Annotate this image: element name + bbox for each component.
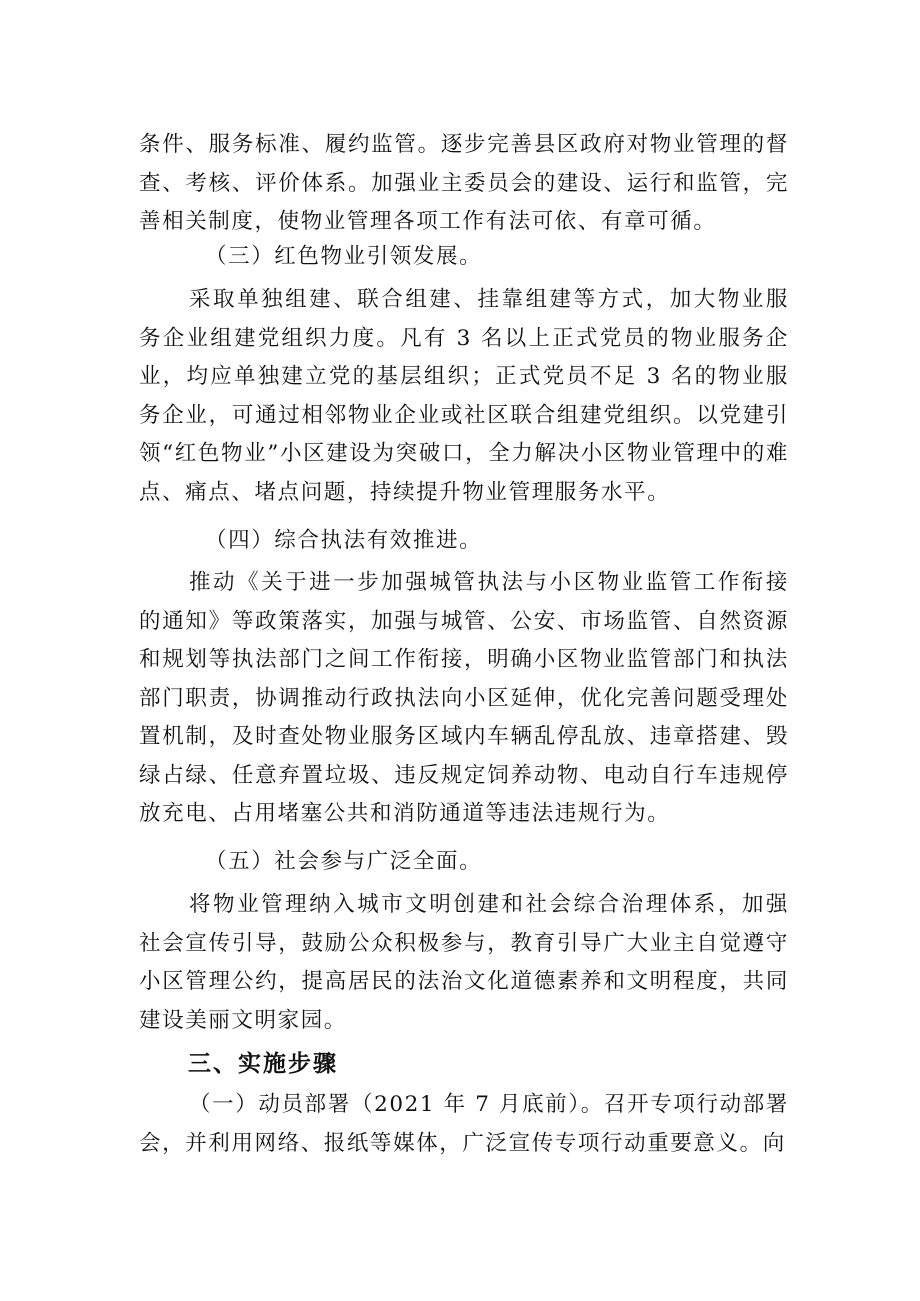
paragraph-law-enforcement: 推动《关于进一步加强城管执法与小区物业监管工作衔接的通知》等政策落实，加强与城管、公安、市场监管、自然资源和规划等执法部门之间工作衔接，明确小区物业监管部门和执法部门职责，协调推动行政执法向小区延伸，优化完善问题受理处置机制，及时查处物业服务区域内车辆乱停乱放、违章搭建、毁绿占绿、任意弃置垃圾、违反规定饲养动物、电动自行车违规停放充电、占用堵塞公共和消防通道等违法违规行为。 — [139, 570, 789, 826]
subsection-5-title: （五）社会参与广泛全面。 — [205, 849, 483, 874]
paragraph-step-1: （一）动员部署（2021 年 7 月底前）。召开专项行动部署会，并利用网络、报纸等媒体，广泛宣传专项行动重要意义。向 — [139, 1092, 789, 1156]
paragraph-social-participation: 将物业管理纳入城市文明创建和社会综合治理体系，加强社会宣传引导，鼓励公众积极参与，教育引导广大业主自觉遵守小区管理公约，提高居民的法治文化道德素养和文明程度，共同建设美丽文明家园。 — [139, 892, 789, 1033]
paragraph-red-property: 采取单独组建、联合组建、挂靠组建等方式，加大物业服务企业组建党组织力度。凡有 3 名以上正式党员的物业服务企业，均应单独建立党的基层组织；正式党员不足 3 名的物业服务企业，可通过相邻物业企业或社区联合组建党组织。以党建引领“红色物业”小区建设为突破口，全力解决小区物业管理中的难点、痛点、堵点问题，持续提升物业管理服务水平。 — [139, 287, 789, 505]
section-3-heading: 三、实施步骤 — [188, 1051, 338, 1077]
subsection-3-title: （三）红色物业引领发展。 — [205, 244, 483, 269]
subsection-4-title: （四）综合执法有效推进。 — [205, 528, 483, 553]
paragraph-continued: 条件、服务标准、履约监管。逐步完善县区政府对物业管理的督查、考核、评价体系。加强业主委员会的建设、运行和监管，完善相关制度，使物业管理各项工作有法可依、有章可循。 — [139, 132, 789, 234]
